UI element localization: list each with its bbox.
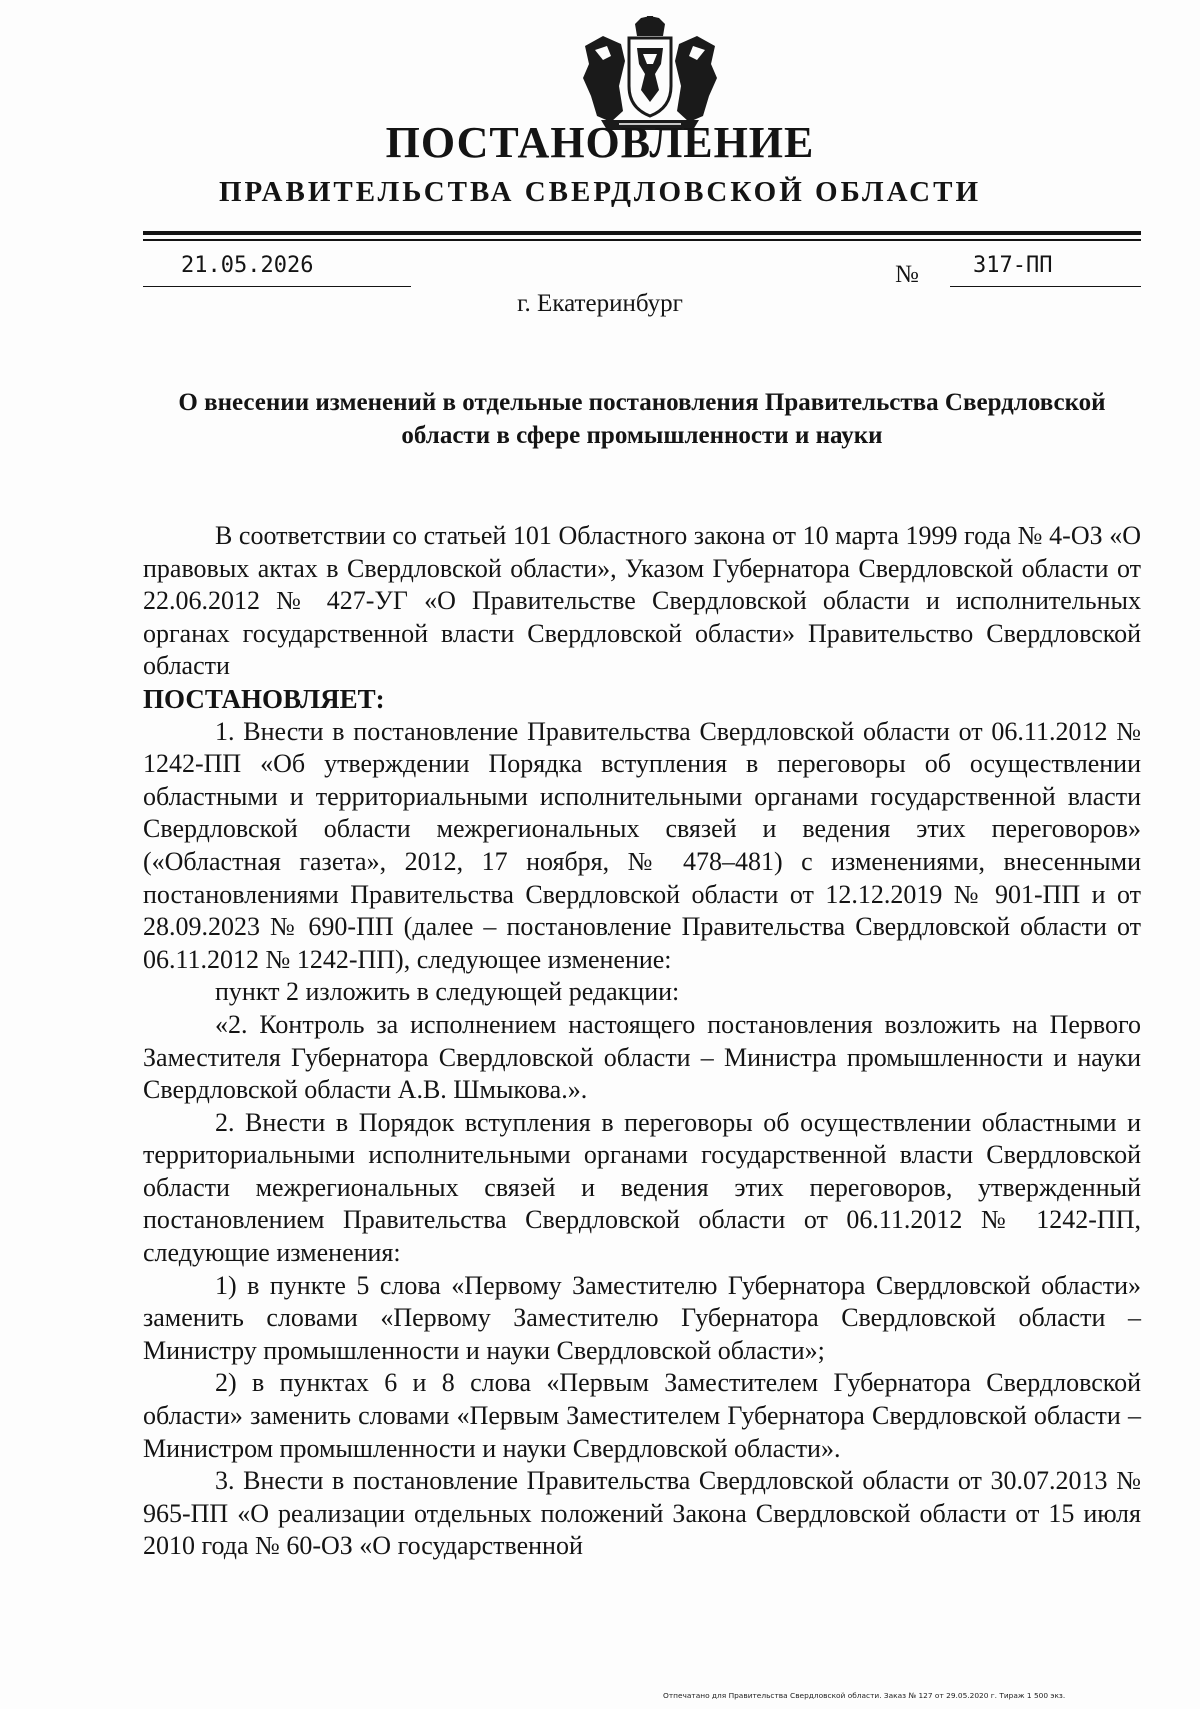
document-city: г. Екатеринбург (517, 290, 683, 317)
document-subtitle: ПРАВИТЕЛЬСТВА СВЕРДЛОВСКОЙ ОБЛАСТИ (218, 176, 982, 208)
document-heading: О внесении изменений в отдельные постановления Правительства Свердловской области в сфере промышленности и науки (178, 389, 1106, 449)
document-date: 21.05.2026 (143, 252, 411, 287)
print-footer: Отпечатано для Правительства Свердловской области. Заказ № 127 от 29.05.2020 г. Тираж 1 500 экз. (663, 1691, 1066, 1700)
number-sign: № (895, 261, 919, 288)
paragraph-2: 2. Внести в Порядок вступления в переговоры об осуществлении областными и территориальными исполнительными органами государственной власти Свердловской области межрегиональных связей и ведения этих переговоров, утвержденный постановлением Правительства Свердловской области от 06.11.2012 № 1242-ПП, следующие изменения: (143, 1107, 1141, 1268)
paragraph-2b: 2) в пунктах 6 и 8 слова «Первым Заместителем Губернатора Свердловской области» заменить словами «Первым Заместителем Губернатора Свердловской области – Министром промышленности и науки Свердловской области». (143, 1368, 1141, 1463)
header-divider-thin (143, 239, 1141, 241)
paragraph-2a: 1) в пункте 5 слова «Первому Заместителю Губернатора Свердловской области» заменить словами «Первому Заместителю Губернатора Свердловской области – Министру промышленности и науки Свердловской области»; (143, 1270, 1141, 1365)
paragraph-1: 1. Внести в постановление Правительства Свердловской области от 06.11.2012 № 1242-ПП «Об утверждении Порядка вступления в переговоры об осуществлении областными и территориальными исполнительными органами государственной власти Свердловской области межрегиональных связей и ведения этих переговоров» («Областная газета», 2012, 17 ноября, № 478–481) с изменениями, внесенными постановлениями Правительства Свердловской области от 12.12.2019 № 901-ПП и от 28.09.2023 № 690-ПП (далее – постановление Правительства Свердловской области от 06.11.2012 № 1242-ПП), следующее изменение: (143, 716, 1141, 974)
preamble-paragraph: В соответствии со статьей 101 Областного закона от 10 марта 1999 года № 4-ОЗ «О правовых актах в Свердловской области», Указом Губернатора Свердловской области от 22.06.2012 № 427-УГ «О Правительстве Свердловской области и исполнительных органах государственной власти Свердловской области» Правительство Свердловской области (143, 521, 1141, 681)
decree-word: ПОСТАНОВЛЯЕТ: (143, 683, 385, 714)
document-title: ПОСТАНОВЛЕНИЕ (385, 118, 815, 167)
paragraph-3: 3. Внести в постановление Правительства Свердловской области от 30.07.2013 № 965-ПП «О реализации отдельных положений Закона Свердловской области от 15 июля 2010 года № 60-ОЗ «О государственной (143, 1466, 1141, 1561)
document-body (143, 520, 1141, 1563)
paragraph-1b: «2. Контроль за исполнением настоящего постановления возложить на Первого Заместителя Губернатора Свердловской области – Министра промышленности и науки Свердловской области А.В. Шмыкова.». (143, 1009, 1141, 1105)
paragraph-1a: пункт 2 изложить в следующей редакции: (215, 977, 680, 1007)
header-divider (143, 231, 1141, 235)
document-number: 317-ПП (950, 252, 1141, 287)
